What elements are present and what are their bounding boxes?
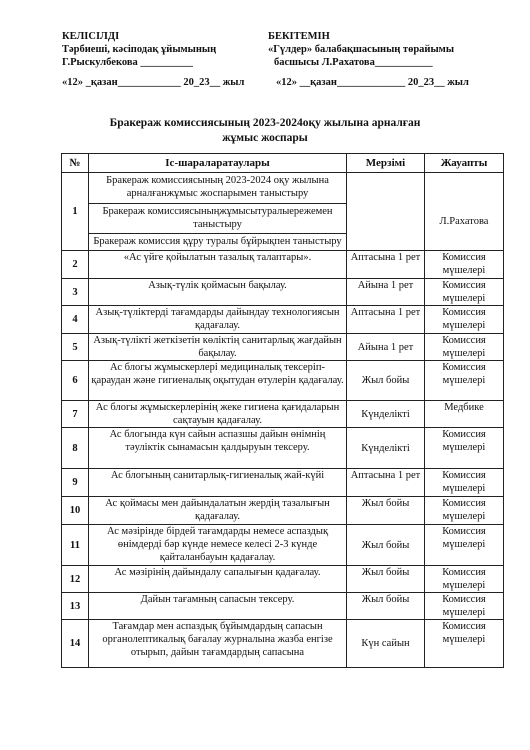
table-row [62,251,504,279]
table-row [62,279,504,306]
row-task: Ас блогы жұмыскерлері медициналық тексеріп-қараудан және гигиеналық оқытудан өтулерін қадағалау. [89,361,347,401]
table-row [62,593,504,620]
header-activities: Іс-шараларатаулары [89,154,347,173]
document-subtitle: жұмыс жоспары [222,132,308,144]
table-row [62,428,504,469]
row-responsible: Комиссия мүшелері [425,428,504,469]
row-term: Жыл бойы [347,593,425,620]
row-term: Күнделікті [347,401,425,428]
row-number: 4 [62,306,89,334]
approval-position: Тәрбиеші, кәсіподақ ұйымының [62,44,217,55]
row-task: Азық-түлік қоймасын бақылау. [89,279,347,306]
table-row [62,620,504,668]
table-row [62,334,504,361]
row-number: 5 [62,334,89,361]
row-term: Аптасына 1 рет [347,469,425,497]
row-number: 3 [62,279,89,306]
row-task: Ас мәзірінің дайындалу сапалығын қадағалау. [89,566,347,593]
row-number: 13 [62,593,89,620]
row-term: Аптасына 1 рет [347,251,425,279]
row-term: Күнделікті [347,428,425,469]
table-row [62,566,504,593]
row-number: 8 [62,428,89,469]
work-plan-table [61,153,504,668]
approval-signatory: Г.Рыскулбекова __________ [62,57,193,68]
row-responsible: Комиссия мүшелері [425,469,504,497]
row-task: Ас блогында күн сайын аспазшы дайын өнімнің тәуліктік сынамасын қалдыруын тексеру. [89,428,347,469]
row-term: Аптасына 1 рет [347,306,425,334]
row-number: 14 [62,620,89,668]
row-responsible: Медбике [425,401,504,428]
row-task: Азық-түлікті жеткізетін көліктің санитарлық жағдайын бақылау. [89,334,347,361]
row-task: Дайын тағамның сапасын тексеру. [89,593,347,620]
row-task [89,173,347,251]
row-subtask: Бракераж комиссия құру туралы бұйрықпен таныстыру [89,233,346,250]
row-task: «Ас үйге қойылатын тазалық талаптары». [89,251,347,279]
row-term: Жыл бойы [347,566,425,593]
confirm-date: «12» __қазан_____________ 20_23__ жыл [276,77,469,88]
row-number: 9 [62,469,89,497]
row-responsible: Комиссия мүшелері [425,497,504,525]
confirm-position: «Гүлдер» балабақшасының төрайымы [268,44,455,55]
row-responsible: Комиссия мүшелері [425,306,504,334]
row-term: Жыл бойы [347,361,425,401]
row-task: Тағамдар мен аспаздық бұйымдардың сапасын органолептикалық бағалау журналына жазба енгізе отырып, дайын тағамдардың сапасына [89,620,347,668]
row-task: Ас мәзірінде бірдей тағамдарды немесе аспаздық өнімдерді бәр күнде немесе келесі 2-3 күнде қайталанбауын қадағалау. [89,525,347,566]
row-responsible: Л.Рахатова [425,173,504,251]
row-number: 11 [62,525,89,566]
row-responsible: Комиссия мүшелері [425,525,504,566]
row-number: 2 [62,251,89,279]
table-row [62,469,504,497]
confirm-signatory: басшысы Л.Рахатова___________ [274,57,433,68]
row-responsible: Комиссия мүшелері [425,566,504,593]
row-term: Айына 1 рет [347,279,425,306]
document-title: Бракераж комиссиясының 2023-2024оқу жылына арналған [109,117,421,129]
row-task: Азық-түліктерді тағамдарды дайындау технологиясын қадағалау. [89,306,347,334]
row-number: 10 [62,497,89,525]
table-row [62,497,504,525]
table-row [62,306,504,334]
row-responsible: Комиссия мүшелері [425,620,504,668]
row-task: Ас блогының санитарлық-гигиеналық жай-күйі [89,469,347,497]
row-term: Жыл бойы [347,525,425,566]
row-term: Айына 1 рет [347,334,425,361]
row-responsible: Комиссия мүшелері [425,279,504,306]
confirm-label: БЕКІТЕМІН [268,31,330,42]
row-term: Күн сайын [347,620,425,668]
table-row [62,401,504,428]
header-number: № [62,154,89,173]
row-number: 7 [62,401,89,428]
row-number: 6 [62,361,89,401]
row-responsible: Комиссия мүшелері [425,334,504,361]
row-responsible: Комиссия мүшелері [425,361,504,401]
table-row [62,361,504,401]
table-header-row [62,154,504,173]
approval-label: КЕЛІСІЛДІ [62,31,120,42]
row-subtask: Бракераж комиссиясыныңжұмысытуралыережемен таныстыру [89,203,346,233]
row-subtask: Бракераж комиссиясының 2023-2024 оқу жылына арналғанжұмыс жоспарымен таныстыру [106,175,329,199]
row-term [347,173,425,251]
row-term: Жыл бойы [347,497,425,525]
header-responsible: Жауапты [425,154,504,173]
row-responsible: Комиссия мүшелері [425,593,504,620]
row-task: Ас қоймасы мен дайындалатын жердің тазалығын қадағалау. [89,497,347,525]
table-row [62,173,504,251]
row-number: 12 [62,566,89,593]
row-responsible: Комиссия мүшелері [425,251,504,279]
row-task: Ас блогы жұмыскерлерінің жеке гигиена қағидаларын сақтауын қадағалау. [89,401,347,428]
table-row [62,525,504,566]
header-term: Мерзімі [347,154,425,173]
approval-date: «12» _қазан____________ 20_23__ жыл [62,77,245,88]
row-number: 1 [62,173,89,251]
